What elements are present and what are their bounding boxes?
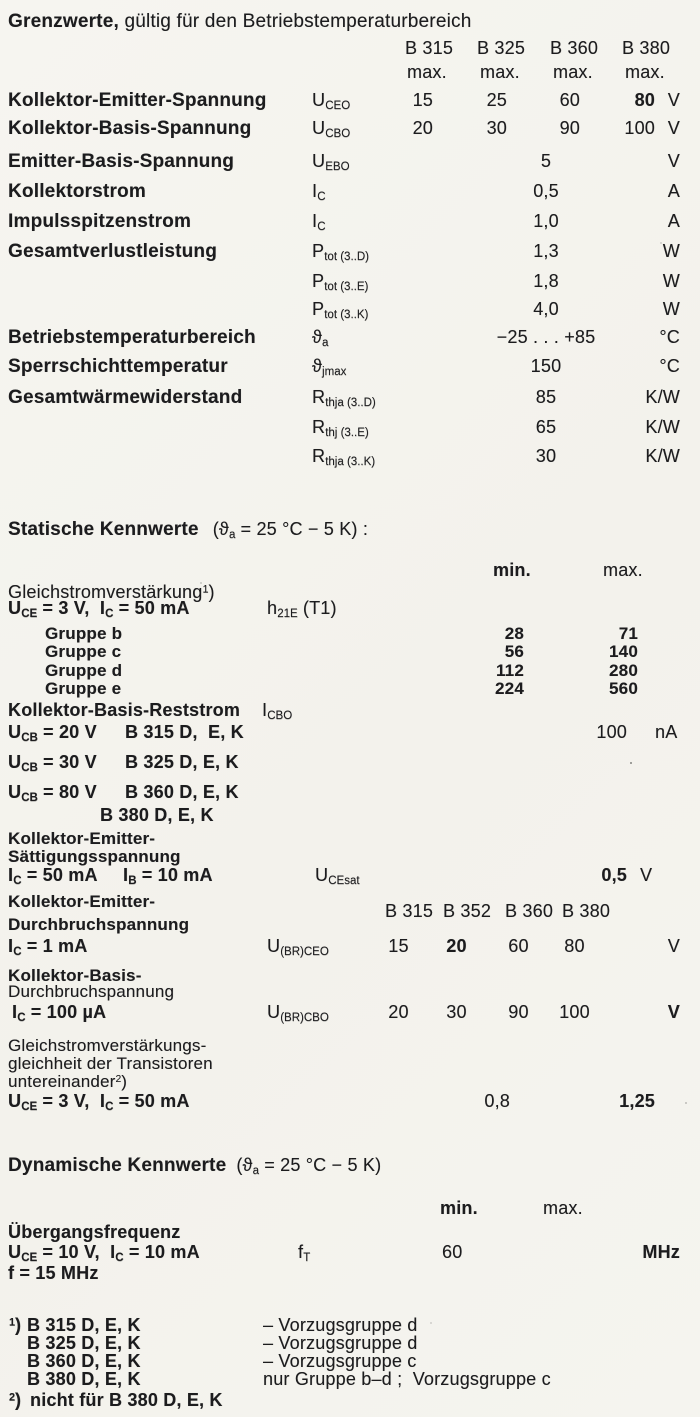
limit-row-uebo: [0, 151, 700, 177]
type-header-b315: B 315: [385, 901, 434, 921]
footnote2-marker: $^2$): [9, 1390, 22, 1410]
value-b315: 15: [412, 90, 433, 110]
unit: V: [667, 936, 680, 956]
param-name: Sperrschichttemperatur: [8, 356, 228, 377]
device-list: B 325 D, E, K: [125, 752, 239, 772]
param-name: Emitter-Basis-Spannung: [8, 151, 235, 172]
footnote2-text: nicht für B 380 D, E, K: [30, 1390, 223, 1410]
value-b360: 90: [508, 1002, 529, 1022]
param-name-line1: Gleichstromverstärkungs-: [8, 1036, 207, 1055]
icbo-row-b325: [0, 752, 700, 778]
limit-row-rthja-d: [0, 387, 700, 413]
group-label: Gruppe c: [45, 642, 122, 661]
statics-heading: [8, 519, 368, 541]
min-label: min.: [493, 560, 531, 580]
param-symbol: $I_{CBO}$: [262, 700, 293, 723]
limit-row-ptot-k: [0, 299, 700, 325]
test-condition: $U_{CB} = 30$ V: [8, 752, 97, 775]
param-symbol: $I_C$: [312, 181, 326, 204]
value: 5: [540, 151, 552, 171]
value: 65: [535, 417, 557, 437]
value-b360: 60: [559, 90, 580, 110]
value: 1,8: [533, 271, 559, 291]
ubrceo-value-row: [0, 936, 700, 962]
value-b380: 80: [564, 936, 585, 956]
footnote-desc: – Vorzugsgruppe c: [263, 1351, 417, 1371]
limit-row-ic: [0, 181, 700, 207]
group-label: Gruppe e: [45, 679, 122, 698]
group-label: Gruppe d: [45, 661, 123, 680]
dynamics-heading: [8, 1155, 381, 1177]
param-name: Gesamtverlustleistung: [8, 241, 218, 262]
param-symbol: $ϑ_{jmax}$: [312, 356, 347, 379]
value: 100: [596, 722, 627, 742]
type-header-b315: B 315: [405, 38, 454, 58]
param-symbol: $P_{tot (3..D)}$: [312, 241, 370, 264]
value-b380: 100: [559, 1002, 590, 1022]
device-list: B 315 D, E, K: [125, 722, 244, 742]
param-symbol: $R_{thja (3..D)}$: [312, 387, 376, 410]
footnote1-marker: $^1$): [9, 1315, 22, 1335]
value: 4,0: [533, 299, 559, 319]
max-label-3: max.: [553, 62, 593, 82]
param-name: Übergangsfrequenz: [8, 1222, 181, 1242]
max-label-4: max.: [625, 62, 665, 82]
param-name-line2: Durchbruchspannung: [8, 915, 190, 934]
param-name: Gesamtwärmewiderstand: [8, 387, 243, 408]
param-symbol: $U_{CBO}$: [312, 118, 351, 141]
unit: W: [662, 271, 680, 291]
max-value: 71: [618, 624, 638, 643]
value-b315: 15: [388, 936, 409, 956]
unit: A: [667, 181, 680, 201]
value: 0,5: [533, 181, 559, 201]
ucesat-cond-row: [0, 865, 700, 891]
param-symbol: $U_{(BR)CBO}$: [267, 1002, 329, 1025]
matching-value-row: [0, 1091, 700, 1117]
min-value: 56: [504, 642, 524, 661]
unit: K/W: [645, 387, 680, 407]
footnote-device: B 325 D, E, K: [27, 1333, 141, 1353]
max-value: 140: [609, 642, 638, 661]
value-b360: 60: [508, 936, 529, 956]
device-list: B 380 D, E, K: [100, 805, 214, 825]
param-symbol: $P_{tot (3..K)}$: [312, 299, 369, 322]
icbo-row-b380: [0, 805, 700, 831]
value-b315: 20: [388, 1002, 409, 1022]
min-value: 60: [442, 1242, 463, 1262]
value: 85: [535, 387, 557, 407]
unit: °C: [659, 356, 680, 376]
min-value: 28: [504, 624, 524, 643]
statics-heading-cond: ($ϑ_a = 25$ °C − 5 K) :: [212, 519, 369, 542]
test-condition: $I_C = 100$ µA: [12, 1002, 107, 1025]
footnote-device: B 380 D, E, K: [27, 1369, 141, 1389]
param-symbol: $U_{(BR)CEO}$: [267, 936, 329, 959]
footnote-desc: nur Gruppe b–d ; Vorzugsgruppe c: [263, 1369, 551, 1389]
value-b380: 100: [624, 118, 655, 138]
limit-row-rthja-k: [0, 446, 700, 472]
limit-row-tjmax: [0, 356, 700, 382]
unit: MHz: [642, 1242, 680, 1262]
limits-title-rest: gültig für den Betriebstemperaturbereich: [118, 11, 472, 32]
unit: K/W: [645, 446, 680, 466]
min-value: 112: [495, 661, 524, 680]
type-header-b360: B 360: [505, 901, 554, 921]
device-list: B 360 D, E, K: [125, 782, 239, 802]
value-b352: 20: [446, 936, 467, 956]
value: 150: [530, 356, 562, 376]
limit-row-tamb: [0, 327, 700, 353]
unit: °C: [659, 327, 680, 347]
limits-max-header-row: [0, 62, 700, 88]
type-header-b380: B 380: [622, 38, 671, 58]
param-symbol: $I_C$: [312, 211, 326, 234]
param-name: Impulsspitzenstrom: [8, 211, 192, 232]
statics-heading-bold: Statische Kennwerte: [8, 519, 199, 540]
param-name: Betriebstemperaturbereich: [8, 327, 256, 348]
footnote-device: B 315 D, E, K: [27, 1315, 141, 1335]
test-condition: $I_C = 1$ mA: [8, 936, 88, 959]
param-symbol: $R_{thj (3..E)}$: [312, 417, 369, 440]
param-name-line2: gleichheit der Transistoren: [8, 1054, 213, 1073]
test-condition: $U_{CB} = 20$ V: [8, 722, 97, 745]
unit: V: [667, 151, 680, 171]
param-name: Gleichstromverstärkung$^1$): [8, 582, 215, 602]
unit: V: [667, 90, 680, 110]
limit-row-ptot-e: [0, 271, 700, 297]
test-condition: $U_{CE} = 3$ V, $I_C = 50$ mA: [8, 598, 190, 621]
unit: nA: [655, 722, 678, 742]
type-header-b360: B 360: [550, 38, 599, 58]
param-symbol: $ϑ_a$: [312, 327, 329, 350]
value: −25 . . . +85: [496, 327, 596, 347]
unit: V: [640, 865, 653, 885]
param-name: Kollektor-Emitter-Spannung: [8, 90, 267, 111]
footnote-desc: – Vorzugsgruppe d: [263, 1333, 418, 1353]
test-condition: $I_C = 50$ mA $I_B = 10$ mA: [8, 865, 213, 888]
type-header-b380: B 380: [562, 901, 611, 921]
test-condition: $U_{CE} = 10$ V, $I_C = 10$ mA: [8, 1242, 200, 1265]
value-b315: 20: [412, 118, 433, 138]
limit-row-ucbo: [0, 118, 700, 144]
param-symbol: $R_{thja (3..K)}$: [312, 446, 376, 469]
max-label: max.: [603, 560, 643, 580]
param-name-line1: Kollektor-Emitter-: [8, 892, 156, 911]
max-value: 280: [609, 661, 638, 680]
unit: K/W: [645, 417, 680, 437]
icbo-row-b315: [0, 722, 700, 748]
dynamics-minmax-row: [0, 1198, 700, 1224]
min-value: 224: [495, 679, 524, 698]
limits-title-bold: Grenzwerte,: [8, 11, 119, 32]
group-label: Gruppe b: [45, 624, 123, 643]
value: 1,0: [533, 211, 559, 231]
ft-cond2-row: [0, 1263, 700, 1289]
param-symbol: $f_T$: [298, 1242, 311, 1265]
unit: V: [667, 1002, 680, 1022]
min-label: min.: [440, 1198, 478, 1218]
param-symbol: $U_{EBO}$: [312, 151, 350, 174]
param-name: Kollektorstrom: [8, 181, 146, 202]
limit-row-ptot-d: [0, 241, 700, 267]
param-name-line2: Durchbruchspannung: [8, 982, 175, 1001]
limits-title: [8, 11, 471, 33]
dynamics-heading-cond: ($ϑ_a = 25$ °C − 5 K): [236, 1155, 382, 1178]
param-symbol: $U_{CEsat}$: [315, 865, 360, 888]
max-value: 560: [609, 679, 638, 698]
param-symbol: $P_{tot (3..E)}$: [312, 271, 369, 294]
limits-type-header-row: [0, 38, 700, 64]
dynamics-heading-bold: Dynamische Kennwerte: [8, 1155, 227, 1176]
param-name-line1: Kollektor-Emitter-: [8, 829, 156, 848]
param-name: Kollektor-Basis-Reststrom: [8, 700, 241, 720]
ubrcbo-value-row: [0, 1002, 700, 1028]
test-condition-2: f = 15 MHz: [8, 1263, 99, 1283]
scan-specks: [630, 762, 632, 764]
max-label-2: max.: [480, 62, 520, 82]
max-label: max.: [543, 1198, 583, 1218]
type-header-b325: B 325: [477, 38, 526, 58]
value-b325: 25: [486, 90, 507, 110]
value-b360: 90: [559, 118, 580, 138]
test-condition: $U_{CB} = 80$ V: [8, 782, 97, 805]
unit: W: [662, 299, 680, 319]
param-symbol: $h_{21E}$ (T1): [267, 598, 337, 621]
value-b352: 30: [446, 1002, 467, 1022]
param-name: Kollektor-Basis-Spannung: [8, 118, 252, 139]
param-name-line3: untereinander$^2$): [8, 1072, 128, 1091]
value: 0,5: [601, 865, 627, 885]
param-symbol: $U_{CEO}$: [312, 90, 351, 113]
footnote-device: B 360 D, E, K: [27, 1351, 141, 1371]
footnote-desc: – Vorzugsgruppe d: [263, 1315, 418, 1335]
unit: W: [662, 241, 680, 261]
param-name-line1: Kollektor-Basis-: [8, 966, 142, 985]
limit-row-uceo: [0, 90, 700, 116]
gain-cond-row: [0, 598, 700, 624]
limit-row-icm: [0, 211, 700, 237]
value-b325: 30: [486, 118, 507, 138]
limit-row-rthj-e: [0, 417, 700, 443]
value: 1,3: [533, 241, 559, 261]
unit: A: [667, 211, 680, 231]
type-header-b352: B 352: [443, 901, 492, 921]
test-condition: $U_{CE} = 3$ V, $I_C = 50$ mA: [8, 1091, 190, 1114]
value-b380: 80: [634, 90, 655, 110]
unit: V: [667, 118, 680, 138]
footnote2-row: [0, 1390, 700, 1416]
max-label-1: max.: [407, 62, 447, 82]
value: 30: [535, 446, 557, 466]
param-name-line2: Sättigungsspannung: [8, 847, 181, 866]
max-value: 1,25: [619, 1091, 655, 1111]
min-value: 0,8: [484, 1091, 510, 1111]
